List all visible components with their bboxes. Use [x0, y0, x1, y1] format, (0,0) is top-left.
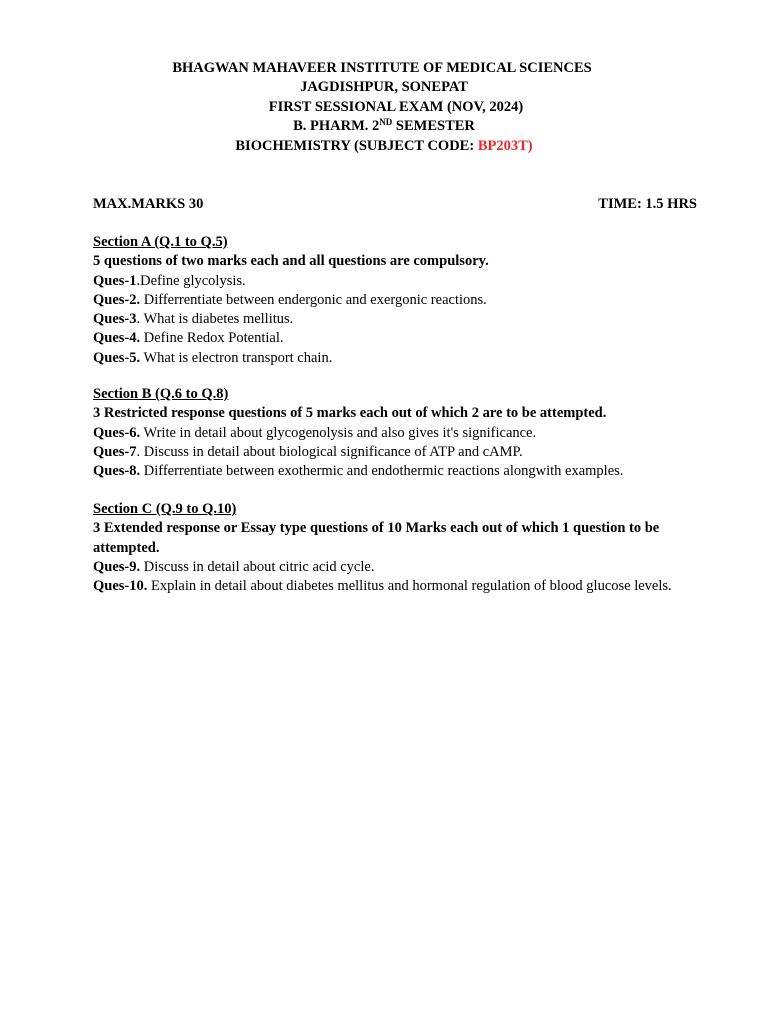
section-instruction: 3 Restricted response questions of 5 marks each out of which 2 are to be attempted. — [93, 405, 607, 422]
section-title: Section B (Q.6 to Q.8) — [93, 386, 229, 402]
section-instruction: 3 Extended response or Essay type questions of 10 Marks each out of which 1 question to be attempted. — [93, 520, 660, 556]
exam-meta — [93, 194, 697, 214]
question-text: Define Redox Potential. — [140, 330, 284, 347]
section-c — [93, 500, 683, 596]
question-5 — [93, 349, 683, 368]
question-text: Write in detail about glycogenolysis and also gives it's significance. — [140, 424, 537, 441]
question-number: Ques-9. — [93, 558, 141, 575]
question-number: Ques-4. — [93, 330, 141, 347]
question-number: Ques-1 — [93, 272, 137, 289]
program-ordinal-suffix: ND — [379, 117, 393, 128]
question-number: Ques-8. — [93, 463, 141, 480]
question-number: Ques-2. — [93, 291, 141, 308]
program-prefix: B. PHARM. 2 — [293, 118, 380, 135]
subject-code: BP203T) — [477, 137, 533, 154]
question-9 — [93, 558, 683, 577]
question-4 — [93, 329, 683, 348]
question-number: Ques-6. — [93, 424, 141, 441]
question-text: Differrentiate between endergonic and exergonic reactions. — [140, 291, 487, 308]
question-8 — [93, 462, 683, 481]
subject-line — [0, 137, 768, 156]
section-title: Section A (Q.1 to Q.5) — [93, 234, 228, 250]
question-number: Ques-3 — [93, 311, 137, 328]
subject-name: BIOCHEMISTRY (SUBJECT CODE: — [235, 137, 478, 154]
section-b — [93, 385, 683, 481]
section-title: Section C (Q.9 to Q.10) — [93, 501, 237, 517]
question-text: .Define glycolysis. — [136, 272, 246, 289]
exam-header — [0, 59, 768, 156]
program-suffix: SEMESTER — [392, 118, 475, 135]
max-marks: MAX.MARKS 30 — [93, 196, 204, 212]
section-instruction: 5 questions of two marks each and all questions are compulsory. — [93, 253, 489, 270]
exam-title: FIRST SESSIONAL EXAM (NOV, 2024) — [268, 98, 524, 115]
exam-time: TIME: 1.5 HRS — [598, 196, 697, 212]
question-10 — [93, 577, 683, 596]
question-text: . What is diabetes mellitus. — [136, 311, 294, 328]
question-6 — [93, 424, 683, 443]
question-number: Ques-10. — [93, 578, 148, 595]
question-7 — [93, 443, 683, 462]
question-text: What is electron transport chain. — [140, 349, 333, 366]
question-1 — [93, 272, 683, 291]
question-text: Differrentiate between exothermic and endothermic reactions alongwith examples. — [140, 463, 624, 480]
question-text: Discuss in detail about citric acid cycle. — [140, 558, 375, 575]
institute-location: JAGDISHPUR, SONEPAT — [300, 79, 468, 96]
question-2 — [93, 291, 683, 310]
question-number: Ques-7 — [93, 443, 137, 460]
question-text: Explain in detail about diabetes mellitus and hormonal regulation of blood glucose levels. — [147, 578, 672, 595]
institute-name: BHAGWAN MAHAVEER INSTITUTE OF MEDICAL SCIENCES — [172, 60, 592, 76]
question-text: . Discuss in detail about biological significance of ATP and cAMP. — [136, 443, 523, 460]
program-semester — [0, 117, 768, 136]
section-a — [93, 233, 683, 368]
question-number: Ques-5. — [93, 349, 141, 366]
question-3 — [93, 310, 683, 329]
